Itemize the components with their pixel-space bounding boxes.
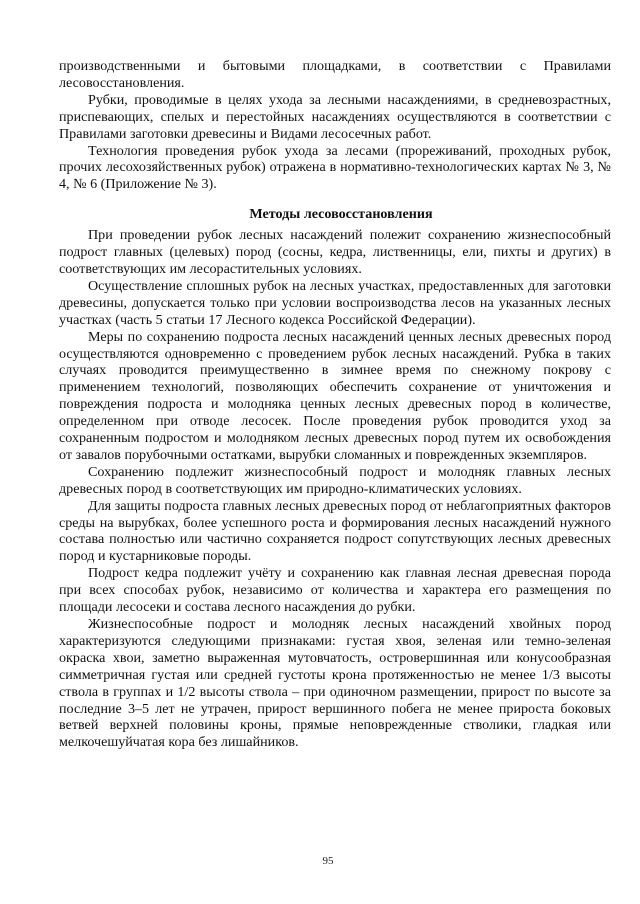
paragraph-protection: Для защиты подроста главных лесных древесных пород от неблагоприятных факторов среды на вырубках, более успешного роста и формирования лесных насаждений нужного состава полностью или частично сохраняется подрост сопутствующих лесных древесных пород и кустарниковые породы. [59,497,611,565]
paragraph-viable-undergrowth: Сохранению подлежит жизнеспособный подрост и молодняк главных лесных древесных пород в соответствующих им природно-климатических условиях. [59,463,611,497]
section-heading: Методы лесовосстановления [249,206,433,223]
paragraph-cedar: Подрост кедра подлежит учёту и сохранению как главная лесная древесная порода при всех способах рубок, независимо от количества и характера его размещения по площади лесосеки и состава лесного насаждения до рубки. [59,565,611,616]
paragraph-preservation-measures: Меры по сохранению подроста лесных насаждений ценных лесных древесных пород осуществляются одновременно с проведением рубок лесных насаждений. Рубка в таких случаях проводится преимущественно в зимнее время по снежному покрову с применением технологий, позволяющих обеспечить сохранение от уничтожения и повреждения подроста и молодняка ценных лесных древесных пород в количестве, определенном при отводе лесосек. После проведения рубок проводится уход за сохраненным подростом и молодняком лесных древесных пород путем их освобождения от завалов порубочными остатками, вырубки сломанных и поврежденных экземпляров. [59,328,611,463]
document-page [59,58,611,751]
paragraph-undergrowth-preservation: При проведении рубок лесных насаждений полежит сохранению жизнеспособный подрост главных (целевых) пород (сосны, кедра, лиственницы, ели, пихты и других) в соответствующих им лесорастительных условиях. [59,227,611,277]
paragraph-care-felling: Рубки, проводимые в целях ухода за лесными насаждениями, в средневозрастных, приспевающих, спелых и перестойных насаждениях осуществляются в соответствии с Правилами заготовки древесины и Видами лесосечных работ. [59,91,611,142]
paragraph-conifer-signs: Жизнеспособные подрост и молодняк лесных насаждений хвойных пород характеризуются следующими признаками: густая хвоя, зеленая или темно-зеленая окраска хвои, заметно выраженная мутовчатость, островершинная или конусообразная симметричная густая или средней густоты крона протяженностью не менее 1/3 высоты ствола в группах и 1/2 высоты ствола – при одиночном размещении, прирост по высоте за последние 3–5 лет не утрачен, прирост вершинного побега не менее прироста боковых ветвей верхней половины кроны, прямые неповрежденные стволики, гладкая или мелкочешуйчатая кора без лишайников. [59,616,611,751]
paragraph-technology: Технология проведения рубок ухода за лесами (прореживаний, проходных рубок, прочих лесохозяйственных рубок) отражена в нормативно-технологических картах № 3, № 4, № 6 (Приложение № 3). [59,142,611,193]
paragraph-clear-cutting: Осуществление сплошных рубок на лесных участках, предоставленных для заготовки древесины, допускается только при условии воспроизводства лесов на указанных лесных участках (часть 5 статьи 17 Лесного кодекса Российской Федерации). [59,277,611,328]
paragraph-continuation: производственными и бытовыми площадками, в соответствии с Правилами лесовосстановления. [59,58,611,91]
page-number: 95 [322,855,334,867]
